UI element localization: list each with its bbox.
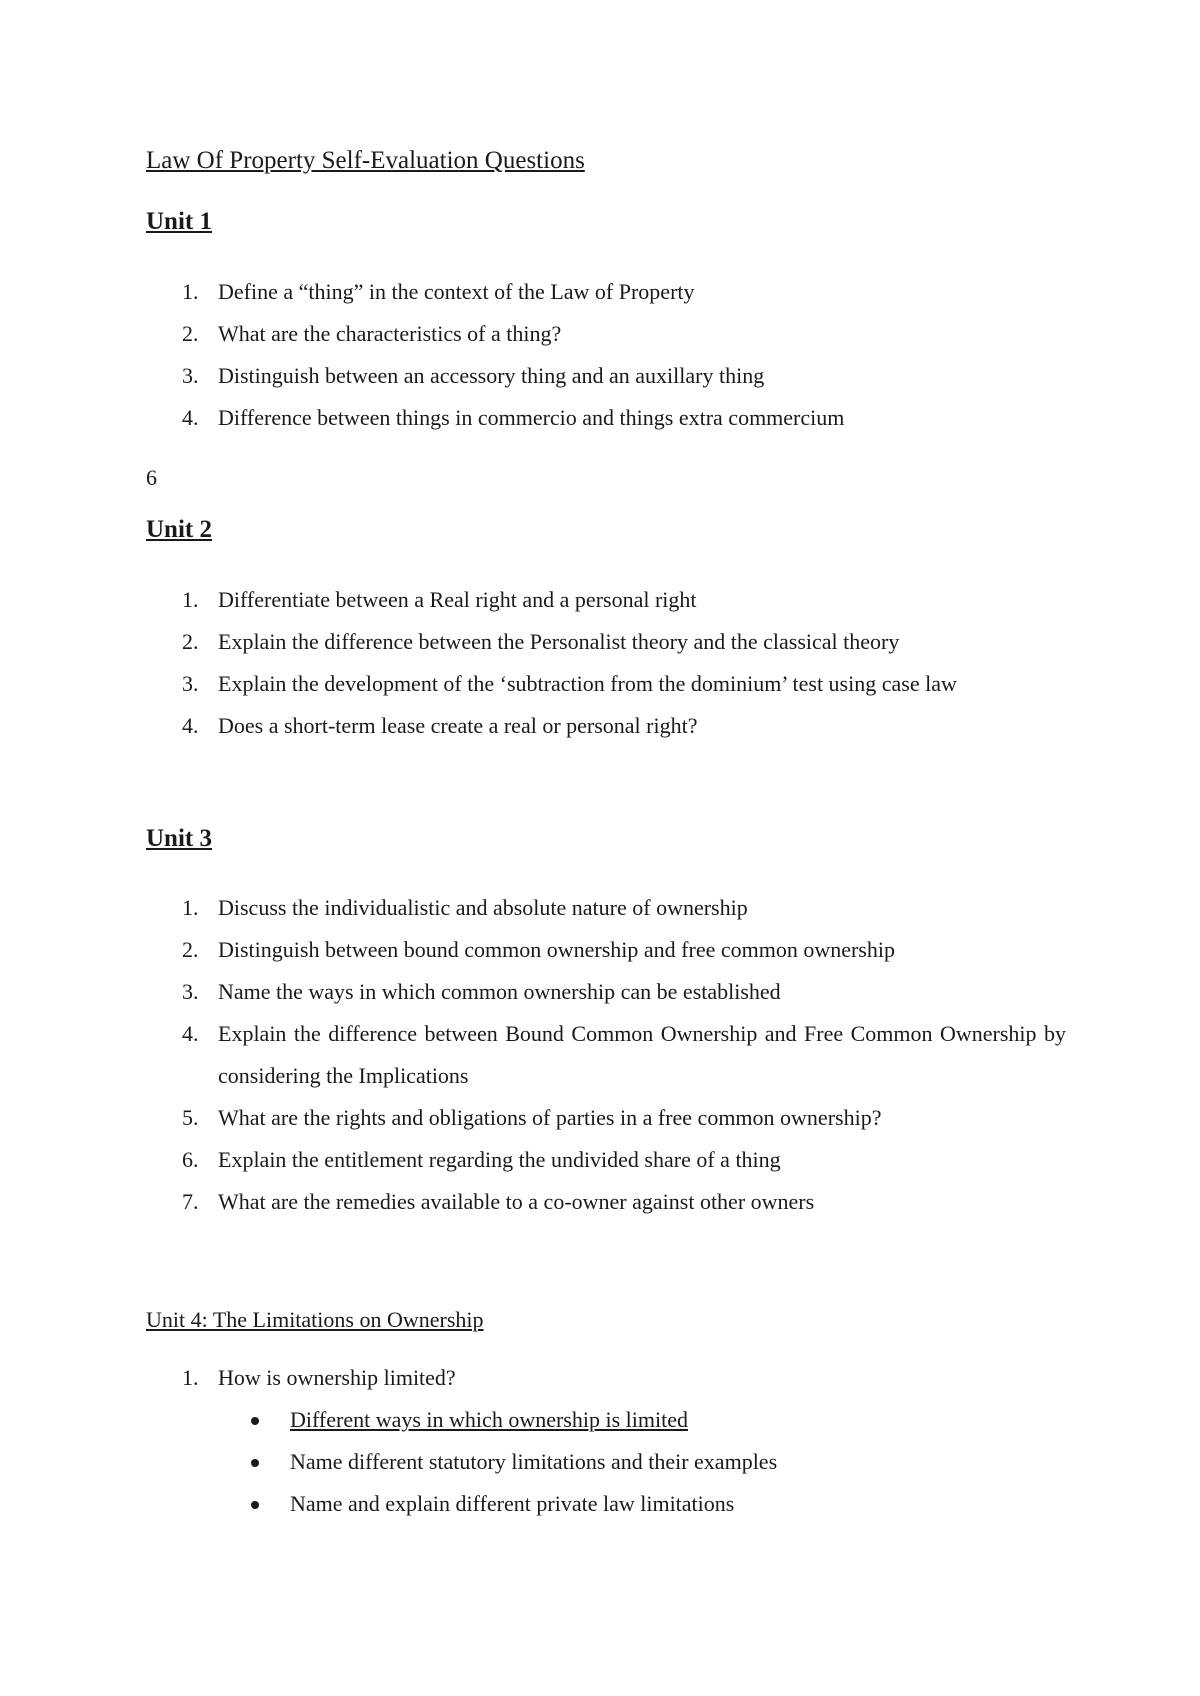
unit-1-heading: Unit 1: [146, 208, 212, 235]
list-item-number: 2.: [182, 937, 199, 962]
unit-2-question-list: [146, 579, 1066, 747]
list-item-text: Differentiate between a Real right and a personal right: [218, 587, 697, 612]
list-item-number: 4.: [182, 1021, 199, 1046]
list-item-number: 1.: [182, 279, 199, 304]
bullet-icon: [251, 1459, 259, 1467]
list-item: [146, 397, 1066, 439]
list-item: [146, 1139, 1066, 1181]
list-item: [146, 579, 1066, 621]
list-item: [146, 313, 1066, 355]
stray-number: 6: [146, 465, 157, 490]
list-item: [146, 971, 1066, 1013]
list-item-number: 2.: [182, 321, 199, 346]
list-item-text: Discuss the individualistic and absolute nature of ownership: [218, 895, 748, 920]
unit-4-bullet-list: [218, 1399, 1066, 1525]
list-item-text: Difference between things in commercio and things extra commercium: [218, 405, 845, 430]
list-item-number: 2.: [182, 629, 199, 654]
list-item: [146, 1097, 1066, 1139]
list-item-number: 4.: [182, 405, 199, 430]
list-item-text: Distinguish between an accessory thing and an auxillary thing: [218, 363, 765, 388]
list-item-text: What are the characteristics of a thing?: [218, 321, 562, 346]
unit-4-heading: Unit 4: The Limitations on Ownership: [146, 1307, 484, 1332]
list-item-text: Name the ways in which common ownership can be established: [218, 979, 781, 1004]
bullet-item: [218, 1441, 1066, 1483]
list-item-text: Define a “thing” in the context of the Law of Property: [218, 279, 695, 304]
list-item: [146, 1013, 1066, 1097]
unit-3-question-list: [146, 887, 1066, 1223]
bullet-item-text: Name and explain different private law limitations: [290, 1491, 735, 1516]
bullet-item: [218, 1483, 1066, 1525]
unit-1-question-list: [146, 271, 1066, 439]
list-item: [146, 929, 1066, 971]
list-item-text: Explain the development of the ‘subtraction from the dominium’ test using case law: [218, 671, 957, 696]
list-item-number: 1.: [182, 895, 199, 920]
bullet-item-text: Name different statutory limitations and their examples: [290, 1449, 778, 1474]
list-item-text: Explain the difference between Bound Common Ownership and Free Common Ownership by considering the Implications: [218, 1021, 1066, 1088]
list-item-text: Distinguish between bound common ownership and free common ownership: [218, 937, 895, 962]
list-item: [146, 1181, 1066, 1223]
list-item-text: Explain the entitlement regarding the undivided share of a thing: [218, 1147, 781, 1172]
unit-2-heading: Unit 2: [146, 516, 212, 543]
list-item-number: 1.: [182, 587, 199, 612]
bullet-icon: [251, 1417, 259, 1425]
list-item-number: 1.: [182, 1365, 199, 1390]
unit-4-question-list: [146, 1357, 1066, 1525]
bullet-icon: [251, 1501, 259, 1509]
list-item-text: What are the rights and obligations of parties in a free common ownership?: [218, 1105, 882, 1130]
list-item-number: 7.: [182, 1189, 199, 1214]
list-item-number: 3.: [182, 671, 199, 696]
list-item-number: 3.: [182, 363, 199, 388]
list-item-text: How is ownership limited?: [218, 1365, 456, 1390]
list-item-text: Explain the difference between the Personalist theory and the classical theory: [218, 629, 900, 654]
list-item-number: 5.: [182, 1105, 199, 1130]
unit-3-heading: Unit 3: [146, 825, 212, 852]
list-item: [146, 621, 1066, 663]
list-item-number: 3.: [182, 979, 199, 1004]
list-item: [146, 887, 1066, 929]
list-item-text: Does a short-term lease create a real or personal right?: [218, 713, 698, 738]
list-item: [146, 663, 1066, 705]
list-item-number: 4.: [182, 713, 199, 738]
list-item-text: What are the remedies available to a co-owner against other owners: [218, 1189, 815, 1214]
list-item: [146, 271, 1066, 313]
bullet-item: [218, 1399, 1066, 1441]
list-item: [146, 705, 1066, 747]
list-item-number: 6.: [182, 1147, 199, 1172]
document-title: Law Of Property Self-Evaluation Questions: [146, 147, 585, 174]
list-item: [146, 1357, 1066, 1525]
list-item: [146, 355, 1066, 397]
bullet-item-text: Different ways in which ownership is limited: [290, 1407, 688, 1432]
